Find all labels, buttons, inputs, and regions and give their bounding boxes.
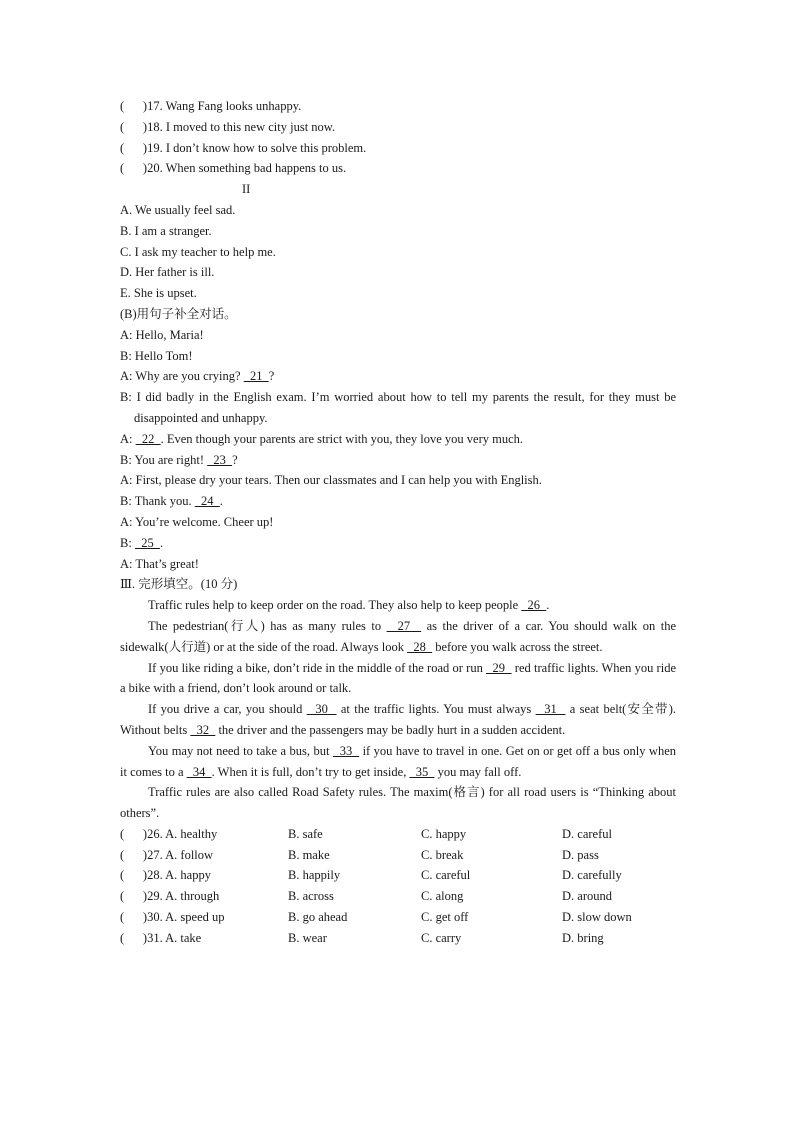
option-row-26: [120, 824, 676, 845]
worksheet-page: [120, 96, 676, 949]
blank-34: 34: [186, 764, 212, 779]
option-item: B. happily: [288, 868, 341, 883]
option-item: ( )28. A. happy: [120, 868, 211, 883]
answer-option-d: D. Her father is ill.: [120, 265, 215, 280]
passage-text: You may not need to take a bus, but: [148, 743, 333, 758]
option-item: B. go ahead: [288, 910, 348, 925]
dialogue-line-8: [120, 491, 676, 512]
answer-option-c: C. I ask my teacher to help me.: [120, 244, 276, 259]
option-item: ( )26. A. healthy: [120, 826, 218, 841]
option-item: C. along: [421, 889, 464, 904]
passage-paragraph-6: Traffic rules are also called Road Safety rules. The maxim(格言) for all road users is “Thinking about others”.: [120, 785, 676, 821]
passage-text: as the driver of a car. You should walk on the sidewalk(人行道) or at the side of the road. Always look: [120, 618, 676, 654]
passage-text: the driver and the passengers may be badly hurt in a sudden accident.: [215, 722, 566, 737]
passage-text: If you like riding a bike, don’t ride in the middle of the road or run: [148, 660, 487, 675]
option-item: B. across: [288, 889, 334, 904]
answer-option-e: E. She is upset.: [120, 286, 197, 301]
option-item: C. get off: [421, 910, 469, 925]
column-label: II: [242, 182, 251, 197]
section-3-heading: Ⅲ. 完形填空。(10 分): [120, 577, 238, 592]
blank-26: 26: [521, 598, 547, 613]
option-row-27: [120, 845, 676, 866]
passage-text: . When it is full, don’t try to get inside,: [211, 764, 410, 779]
option-item: ( )30. A. speed up: [120, 910, 225, 925]
dialogue-line-7: A: First, please dry your tears. Then our classmates and I can help you with English.: [120, 473, 542, 488]
blank-25: 25: [134, 535, 160, 550]
option-item: B. make: [288, 847, 330, 862]
question-19: ( )19. I don’t know how to solve this problem.: [120, 140, 367, 155]
blank-21: 21: [243, 369, 269, 384]
option-row-29: [120, 886, 676, 907]
option-item: C. happy: [421, 826, 467, 841]
option-item: D. slow down: [562, 910, 632, 925]
dialogue-line-6: [120, 450, 676, 471]
dialogue-text: ?: [268, 369, 275, 384]
dialogue-text: A: Why are you crying?: [120, 369, 244, 384]
option-item: D. around: [562, 889, 612, 904]
option-item: B. safe: [288, 826, 323, 841]
option-item: C. break: [421, 847, 464, 862]
passage-text: If you drive a car, you should: [148, 702, 307, 717]
dialogue-text: . Even though your parents are strict with you, they love you very much.: [160, 431, 524, 446]
blank-32: 32: [190, 722, 216, 737]
dialogue-text: ?: [232, 452, 238, 467]
passage-text: .: [546, 598, 550, 613]
dialogue-line-3: [120, 366, 676, 387]
dialogue-line-4: B: I did badly in the English exam. I’m worried about how to tell my parents the result, for they must be disappointed and unhappy.: [120, 390, 676, 425]
blank-29: 29: [486, 660, 512, 675]
dialogue-text: B:: [120, 535, 135, 550]
blank-22: 22: [135, 431, 161, 446]
blank-30: 30: [306, 702, 337, 717]
dialogue-line-2: B: Hello Tom!: [120, 348, 193, 363]
option-item: B. wear: [288, 930, 327, 945]
passage-paragraph-4: [120, 699, 676, 741]
passage-text: before you walk across the street.: [432, 639, 603, 654]
option-item: C. careful: [421, 868, 471, 883]
passage-text: Traffic rules help to keep order on the road. They also help to keep people: [148, 598, 522, 613]
dialogue-line-1: A: Hello, Maria!: [120, 327, 204, 342]
option-row-31: [120, 928, 676, 949]
passage-text: at the traffic lights. You must always: [336, 702, 536, 717]
blank-27: 27: [386, 618, 422, 633]
passage-text: if you have to travel in one. Get on or get off a bus only when it comes to a: [120, 743, 677, 779]
passage-paragraph-3: [120, 658, 676, 700]
blank-35: 35: [409, 764, 435, 779]
blank-24: 24: [194, 494, 220, 509]
passage-paragraph-2: [120, 616, 676, 658]
question-20: ( )20. When something bad happens to us.: [120, 161, 347, 176]
option-item: C. carry: [421, 930, 462, 945]
option-item: ( )29. A. through: [120, 889, 220, 904]
dialogue-line-5: [120, 429, 676, 450]
option-row-30: [120, 907, 676, 928]
passage-text: you may fall off.: [434, 764, 522, 779]
passage-text: The pedestrian(行人) has as many rules to: [148, 618, 387, 633]
blank-33: 33: [332, 743, 360, 758]
passage-paragraph-1: [120, 595, 676, 616]
option-item: D. pass: [562, 847, 599, 862]
option-item: D. careful: [562, 826, 612, 841]
blank-23: 23: [207, 452, 233, 467]
dialogue-text: .: [159, 535, 164, 550]
question-18: ( )18. I moved to this new city just now.: [120, 119, 336, 134]
section-b-heading: (B)用句子补全对话。: [120, 306, 237, 321]
dialogue-text: .: [219, 494, 223, 509]
question-17: ( )17. Wang Fang looks unhappy.: [120, 99, 302, 113]
answer-option-b: B. I am a stranger.: [120, 223, 212, 238]
option-item: ( )31. A. take: [120, 930, 202, 945]
option-item: ( )27. A. follow: [120, 847, 214, 862]
dialogue-text: A:: [120, 431, 136, 446]
dialogue-line-11: A: That’s great!: [120, 556, 199, 571]
blank-31: 31: [535, 702, 566, 717]
passage-text: red traffic lights. When you ride a bike with a friend, don’t look around or talk.: [120, 660, 676, 696]
option-item: D. carefully: [562, 868, 622, 883]
dialogue-text: B: Thank you.: [120, 494, 195, 509]
answer-option-a: A. We usually feel sad.: [120, 202, 236, 217]
blank-28: 28: [407, 639, 433, 654]
passage-paragraph-5: [120, 741, 676, 783]
option-row-28: [120, 865, 676, 886]
dialogue-text: B: You are right!: [120, 452, 208, 467]
dialogue-line-9: A: You’re welcome. Cheer up!: [120, 514, 274, 529]
option-item: D. bring: [562, 930, 604, 945]
dialogue-line-10: [120, 533, 676, 554]
passage-text: a seat belt(安全带). Without belts: [120, 702, 676, 737]
